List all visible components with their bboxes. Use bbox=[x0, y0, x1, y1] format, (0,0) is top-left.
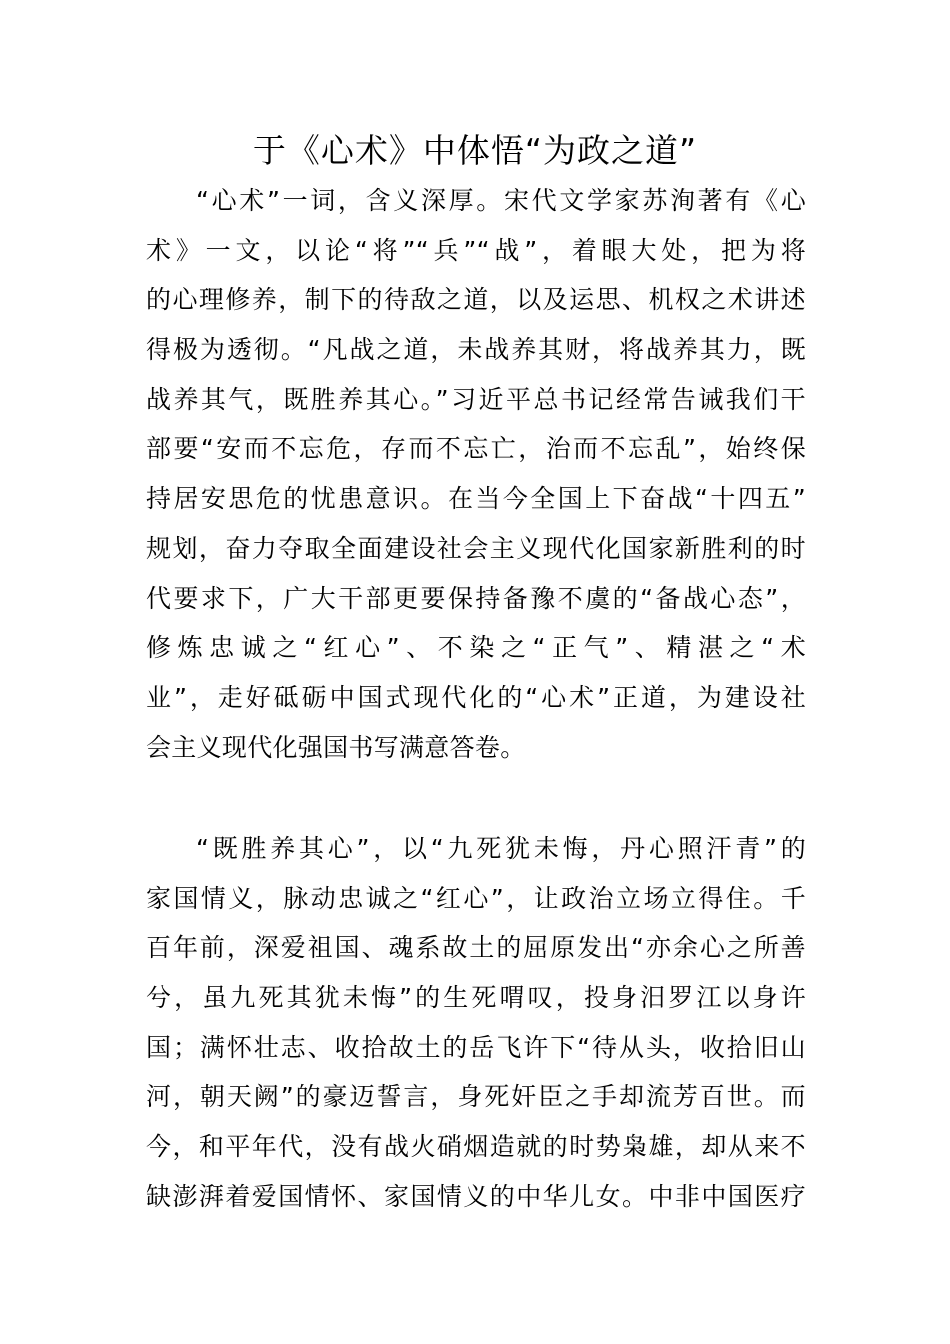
document-title: 于《心术》中体悟“为政之道” bbox=[252, 131, 698, 170]
text-line: 业”，走好砥砺中国式现代化的“心术”正道，为建设社 bbox=[146, 682, 806, 712]
text-line: 百年前，深爱祖国、魂系故土的屈原发出“亦余心之所善 bbox=[146, 933, 806, 963]
text-line: “既胜养其心”，以“九死犹未悔，丹心照汗青”的 bbox=[196, 834, 806, 863]
text-line: 会主义现代化强国书写满意答卷。 bbox=[146, 732, 526, 762]
paragraph-1 bbox=[146, 176, 806, 772]
text-line: 缺澎湃着爱国情怀、家国情义的中华儿女。中非中国医疗 bbox=[146, 1181, 806, 1211]
paragraph-2 bbox=[146, 824, 806, 1222]
text-line: 兮，虽九死其犹未悔”的生死喟叹，投身汨罗江以身许 bbox=[146, 983, 806, 1013]
text-line: 战养其气，既胜养其心。”习近平总书记经常告诫我们干 bbox=[146, 384, 806, 414]
text-line: 得极为透彻。“凡战之道，未战养其财，将战养其力，既 bbox=[146, 335, 806, 365]
text-line: 河，朝天阙”的豪迈誓言，身死奸臣之手却流芳百世。而 bbox=[146, 1082, 806, 1112]
text-line: 家国情义，脉动忠诚之“红心”，让政治立场立得住。千 bbox=[146, 883, 806, 913]
text-line: 部要“安而不忘危，存而不忘亡，治而不忘乱”，始终保 bbox=[146, 434, 806, 464]
text-line: 持居安思危的忧患意识。在当今全国上下奋战“十四五” bbox=[146, 484, 806, 514]
text-line: 规划，奋力夺取全面建设社会主义现代化国家新胜利的时 bbox=[146, 533, 806, 563]
text-line: “心术”一词，含义深厚。宋代文学家苏洵著有《心 bbox=[196, 186, 806, 215]
text-line: 代要求下，广大干部更要保持备豫不虞的“备战心态”， bbox=[146, 583, 806, 613]
text-line: 修炼忠诚之“红心”、不染之“正气”、精湛之“术 bbox=[146, 633, 806, 663]
text-line: 术》一文，以论“将”“兵”“战”，着眼大处，把为将 bbox=[146, 235, 806, 265]
text-line: 今，和平年代，没有战火硝烟造就的时势枭雄，却从来不 bbox=[146, 1132, 806, 1162]
text-line: 国；满怀壮志、收拾故土的岳飞许下“待从头，收拾旧山 bbox=[146, 1032, 806, 1062]
text-line: 的心理修养，制下的待敌之道，以及运思、机权之术讲述 bbox=[146, 285, 806, 315]
